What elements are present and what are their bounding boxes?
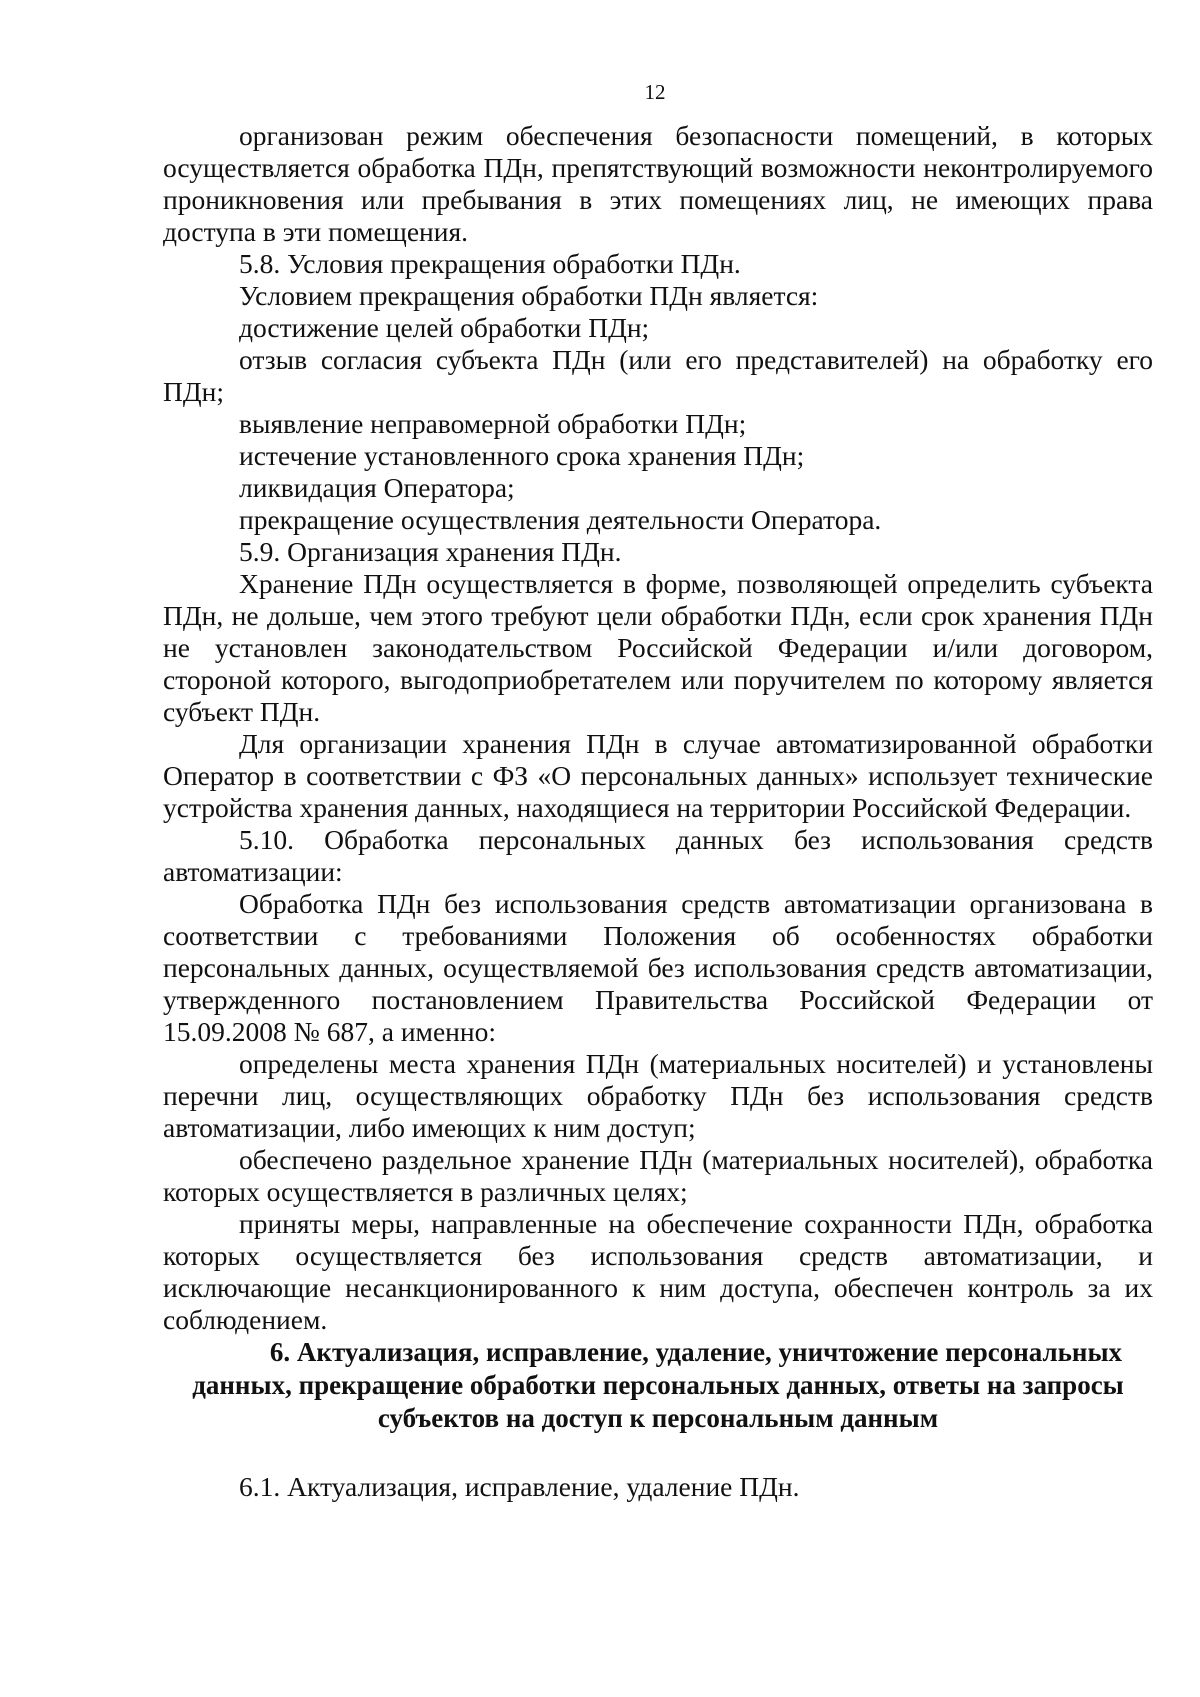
list-item: прекращение осуществления деятельности Оператора. — [239, 504, 882, 535]
list-item: отзыв согласия субъекта ПДн (или его представителей) на обработку его ПДн; — [163, 344, 1153, 407]
list-item: выявление неправомерной обработки ПДн; — [239, 408, 747, 439]
list-item: ликвидация Оператора; — [239, 472, 515, 503]
section-heading-6: 6. Актуализация, исправление, удаление, уничтожение персональных данных, прекращение обработки персональных данных, ответы на запросы субъектов на доступ к персональным данным — [192, 1337, 1124, 1433]
subsection-title-5-8: 5.8. Условия прекращения обработки ПДн. — [239, 248, 741, 279]
list-item: истечение установленного срока хранения ПДн; — [239, 440, 805, 471]
subsection-title-6-1: 6.1. Актуализация, исправление, удаление ПДн. — [239, 1471, 800, 1502]
list-item: обеспечено раздельное хранение ПДн (материальных носителей), обработка которых осуществляется в различных целях; — [163, 1144, 1153, 1207]
list-item: определены места хранения ПДн (материальных носителей) и установлены перечни лиц, осуществляющих обработку ПДн без использования средств автоматизации, либо имеющих к ним доступ; — [163, 1048, 1153, 1143]
document-body — [163, 120, 1153, 1503]
page-number: 12 — [644, 80, 666, 104]
list-item: достижение целей обработки ПДн; — [239, 312, 650, 343]
paragraph: организован режим обеспечения безопасности помещений, в которых осуществляется обработка ПДн, препятствующий возможности неконтролируемого проникновения или пребывания в этих помещениях лиц, не имеющих права доступа в эти помещения. — [163, 120, 1153, 247]
paragraph: Для организации хранения ПДн в случае автоматизированной обработки Оператор в соответствии с ФЗ «О персональных данных» использует технические устройства хранения данных, находящиеся на территории Российской Федерации. — [163, 728, 1153, 823]
paragraph: Хранение ПДн осуществляется в форме, позволяющей определить субъекта ПДн, не дольше, чем этого требуют цели обработки ПДн, если срок хранения ПДн не установлен законодательством Российской Федерации и/или договором, стороной которого, выгодоприобретателем или поручителем по которому является субъект ПДн. — [163, 568, 1153, 727]
paragraph: Обработка ПДн без использования средств автоматизации организована в соответствии с требованиями Положения об особенностях обработки персональных данных, осуществляемой без использования средств автоматизации, утвержденного постановлением Правительства Российской Федерации от 15.09.2008 № 687, а именно: — [163, 888, 1153, 1047]
paragraph: Условием прекращения обработки ПДн является: — [239, 280, 819, 311]
list-item: приняты меры, направленные на обеспечение сохранности ПДн, обработка которых осуществляется без использования средств автоматизации, и исключающие несанкционированного к ним доступа, обеспечен контроль за их соблюдением. — [163, 1208, 1153, 1335]
subsection-title-5-10: 5.10. Обработка персональных данных без использования средств автоматизации: — [163, 824, 1153, 887]
subsection-title-5-9: 5.9. Организация хранения ПДн. — [239, 536, 622, 567]
